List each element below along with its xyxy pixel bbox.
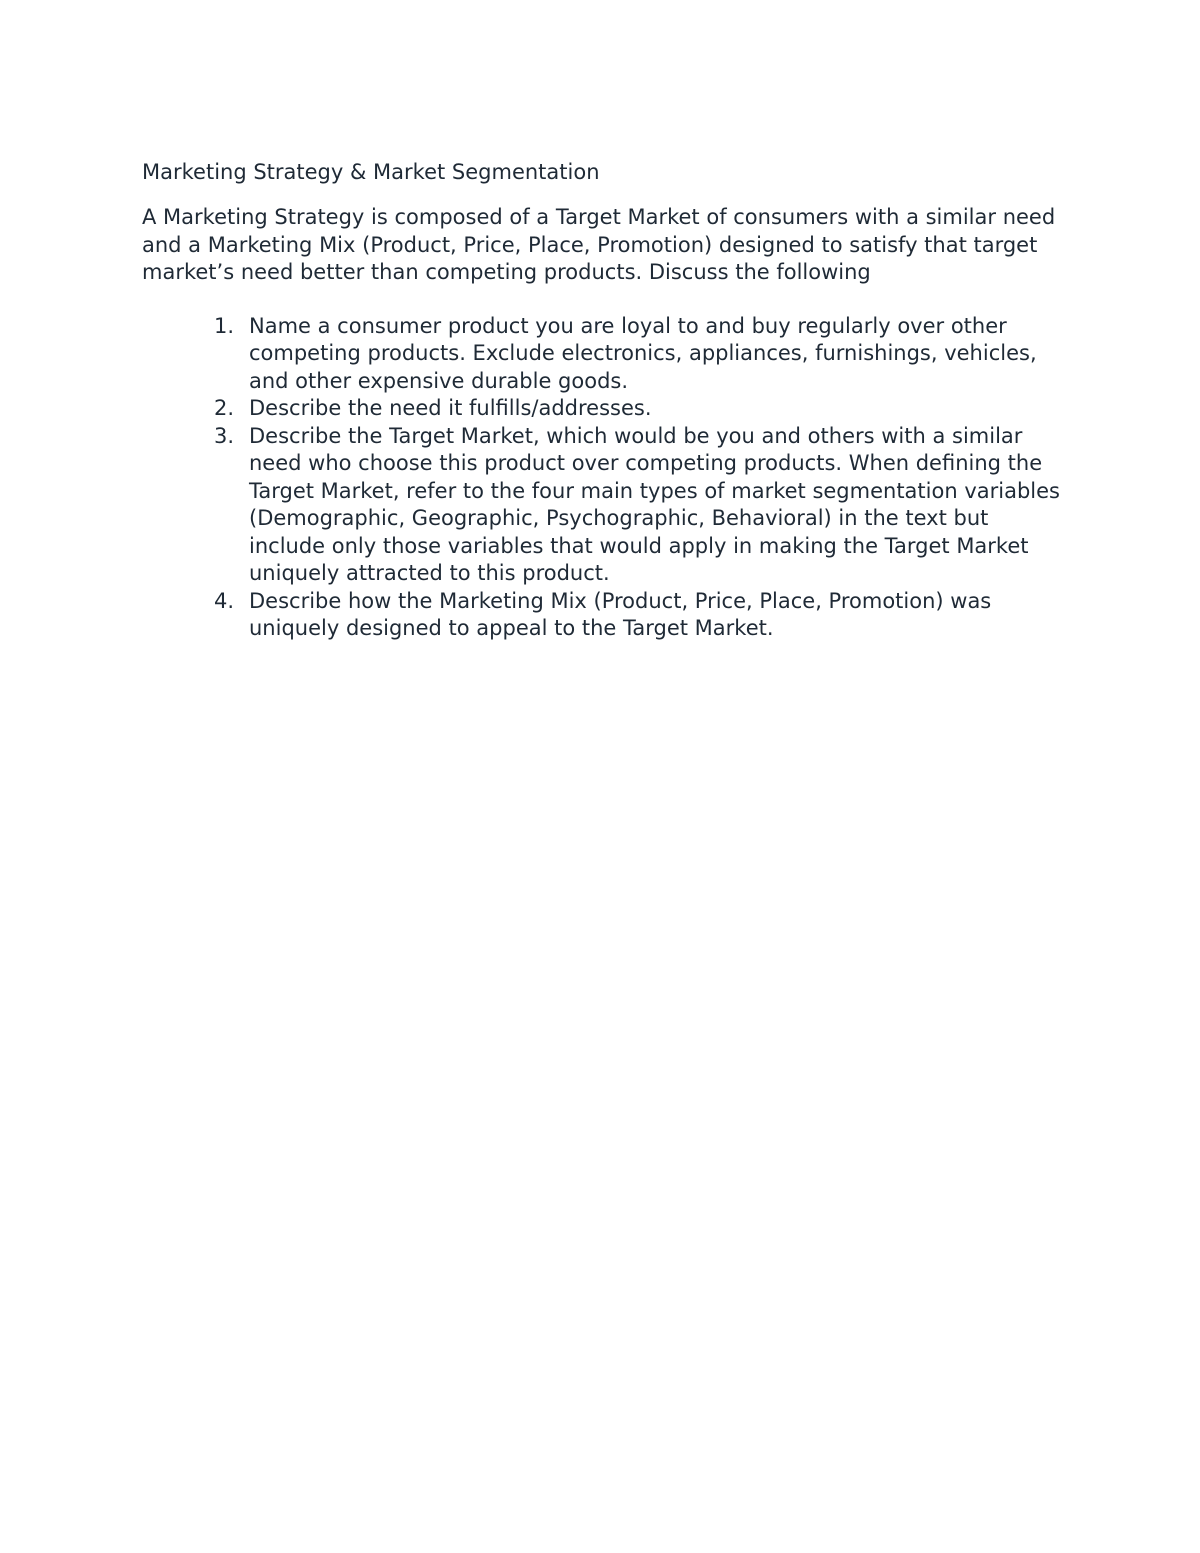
- list-item-text: Describe the Target Market, which would be you and others with a similar need who choose this product over competing products. When defining the Target Market, refer to the four main types of market segmentation variables (Demographic, Geographic, Psychographic, Behavioral) in the text but include only those variables that would apply in making the Target Market uniquely attracted to this product.: [249, 423, 1060, 585]
- task-list: [142, 313, 1062, 643]
- list-item-number: 2.: [214, 396, 235, 420]
- list-item-text: Describe the need it fulfills/addresses.: [249, 396, 652, 420]
- document-page: [142, 158, 1062, 643]
- list-item-number: 4.: [214, 588, 235, 613]
- list-item: [142, 423, 1062, 588]
- document-title: Marketing Strategy & Market Segmentation: [142, 160, 600, 184]
- list-item: [142, 395, 1062, 423]
- list-item-number: 1.: [214, 313, 235, 338]
- list-item-text: Describe how the Marketing Mix (Product, Price, Place, Promotion) was uniquely designed to appeal to the Target Market.: [249, 588, 992, 640]
- intro-paragraph: A Marketing Strategy is composed of a Target Market of consumers with a similar need and a Marketing Mix (Product, Price, Place, Promotion) designed to satisfy that target market’s need better than competing products. Discuss the following: [142, 205, 1056, 284]
- list-item-text: Name a consumer product you are loyal to and buy regularly over other competing products. Exclude electronics, appliances, furnishings, vehicles, and other expensive durable goods.: [249, 313, 1037, 393]
- list-item-number: 3.: [214, 423, 235, 448]
- list-item: [142, 588, 1062, 643]
- list-item: [142, 313, 1062, 396]
